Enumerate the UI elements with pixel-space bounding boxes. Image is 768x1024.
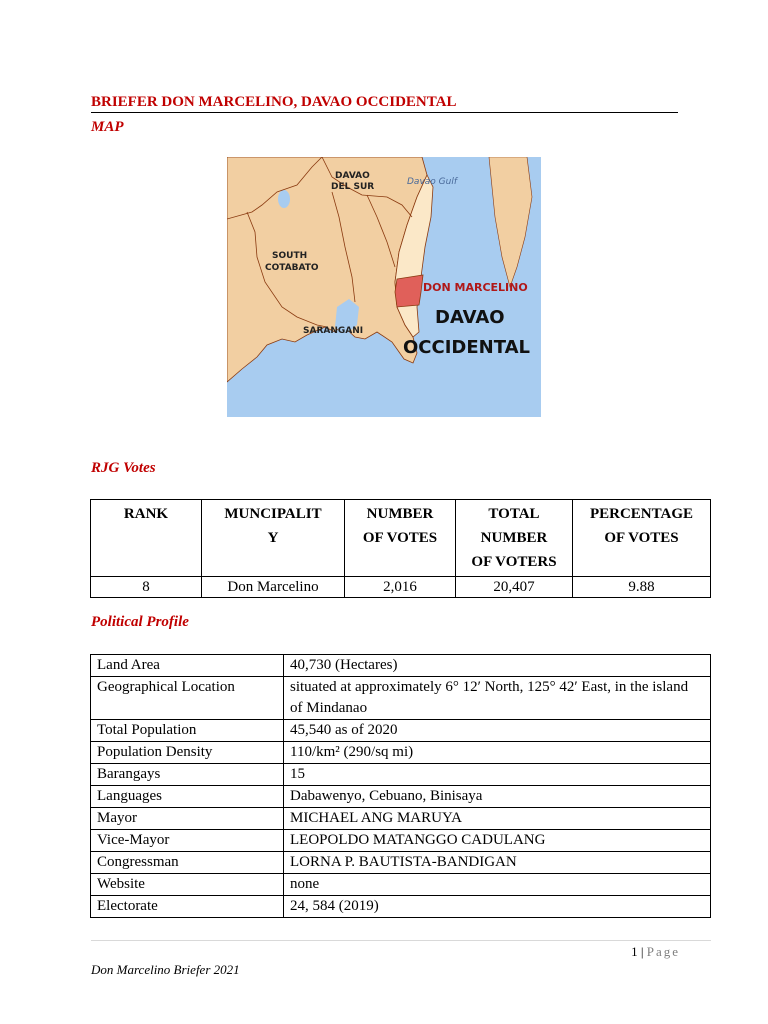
header-total-voters [456, 500, 573, 577]
profile-label: Electorate [91, 896, 284, 918]
header-percentage-line2: OF VOTES [604, 530, 679, 546]
header-municipality [202, 500, 345, 577]
page-word: Page [646, 944, 680, 959]
profile-row [91, 852, 711, 874]
map-don-marcelino [395, 275, 423, 307]
votes-table-header-row [91, 500, 711, 577]
profile-row [91, 896, 711, 918]
profile-row [91, 677, 711, 720]
header-rank-text: RANK [123, 506, 169, 522]
profile-label: Mayor [91, 808, 284, 830]
profile-value: 45,540 as of 2020 [284, 720, 711, 742]
header-votes [345, 500, 456, 577]
document-title: BRIEFER DON MARCELINO, DAVAO OCCIDENTAL [91, 94, 678, 113]
votes-table-row [91, 577, 711, 598]
header-voters-line3: OF VOTERS [471, 554, 557, 570]
cell-municipality: Don Marcelino [202, 577, 345, 598]
label-davao-occidental-2: OCCIDENTAL [403, 337, 531, 358]
header-percentage-line1: PERCENTAGE [589, 506, 694, 522]
profile-value: 110/km² (290/sq mi) [284, 742, 711, 764]
profile-value: situated at approximately 6° 12′ North, 125° 42′ East, in the island of Mindanao [284, 677, 711, 720]
profile-value: LORNA P. BAUTISTA-BANDIGAN [284, 852, 711, 874]
profile-label: Population Density [91, 742, 284, 764]
label-davao-del-sur-1: DAVAO [335, 171, 370, 181]
map-lake [278, 190, 290, 208]
header-rank [91, 500, 202, 577]
label-sarangani: SARANGANI [303, 326, 364, 336]
cell-rank: 8 [91, 577, 202, 598]
profile-label: Congressman [91, 852, 284, 874]
profile-label: Website [91, 874, 284, 896]
cell-votes: 2,016 [345, 577, 456, 598]
map-image [227, 157, 541, 417]
page-number [631, 944, 680, 960]
profile-value: 40,730 (Hectares) [284, 655, 711, 677]
header-municipality-line1: MUNCIPALIT [224, 506, 322, 522]
footer-divider [91, 940, 711, 941]
profile-label: Land Area [91, 655, 284, 677]
page-number-separator: | [637, 944, 647, 959]
political-profile-table [90, 654, 711, 918]
footer-document-label: Don Marcelino Briefer 2021 [91, 962, 240, 977]
rjg-votes-heading: RJG Votes [91, 460, 156, 476]
profile-row [91, 655, 711, 677]
votes-table [90, 499, 711, 598]
profile-label: Geographical Location [91, 677, 284, 720]
profile-value: LEOPOLDO MATANGGO CADULANG [284, 830, 711, 852]
header-votes-line2: OF VOTES [362, 530, 438, 546]
profile-label: Languages [91, 786, 284, 808]
label-south-cotabato-1: SOUTH [272, 251, 308, 261]
profile-label: Vice-Mayor [91, 830, 284, 852]
profile-value: none [284, 874, 711, 896]
header-municipality-line2: Y [267, 530, 279, 546]
political-profile-heading: Political Profile [91, 614, 189, 630]
profile-value: 24, 584 (2019) [284, 896, 711, 918]
label-don-marcelino: DON MARCELINO [423, 281, 528, 294]
label-davao-occidental-1: DAVAO [435, 307, 505, 328]
profile-row [91, 808, 711, 830]
map-heading: MAP [91, 119, 124, 135]
cell-total-voters: 20,407 [456, 577, 573, 598]
profile-row [91, 742, 711, 764]
profile-row [91, 720, 711, 742]
profile-row [91, 786, 711, 808]
label-davao-del-sur-2: DEL SUR [331, 182, 375, 192]
profile-row [91, 830, 711, 852]
location-map [227, 157, 541, 417]
profile-label: Total Population [91, 720, 284, 742]
profile-value: Dabawenyo, Cebuano, Binisaya [284, 786, 711, 808]
label-south-cotabato-2: COTABATO [265, 263, 319, 273]
profile-value: MICHAEL ANG MARUYA [284, 808, 711, 830]
header-voters-line1: TOTAL [488, 506, 540, 522]
header-voters-line2: NUMBER [480, 530, 548, 546]
label-davao-gulf: Davao Gulf [407, 177, 458, 187]
profile-row [91, 874, 711, 896]
profile-label: Barangays [91, 764, 284, 786]
profile-row [91, 764, 711, 786]
profile-value: 15 [284, 764, 711, 786]
cell-percentage: 9.88 [573, 577, 711, 598]
header-percentage [573, 500, 711, 577]
page-number-value: 1 [631, 944, 638, 959]
header-votes-line1: NUMBER [366, 506, 434, 522]
